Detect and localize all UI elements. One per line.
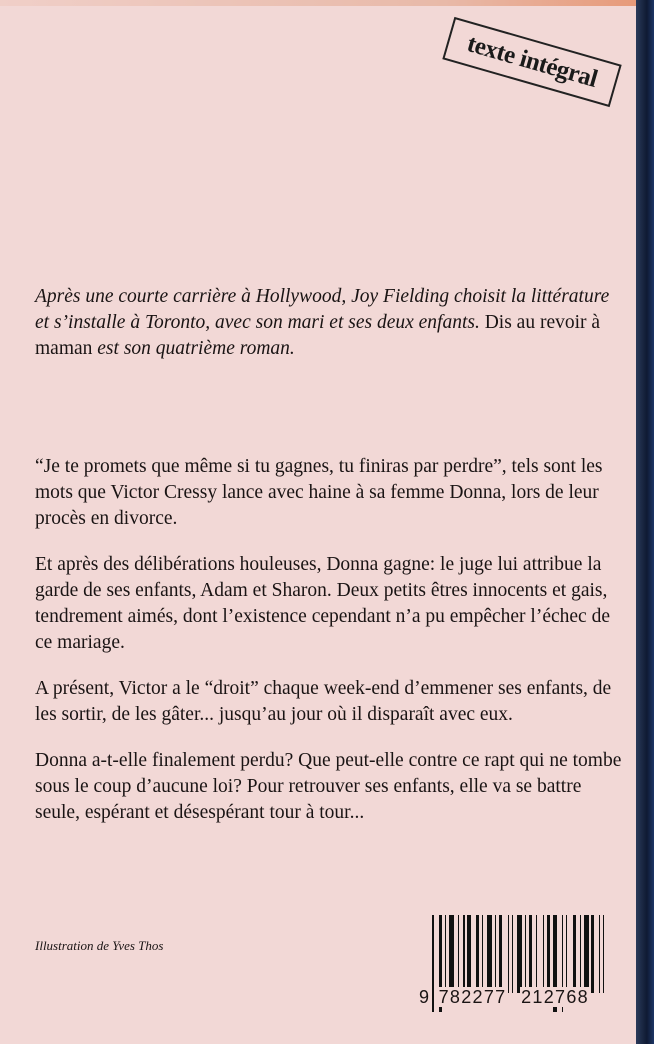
- barcode-bar: [573, 915, 576, 993]
- barcode-digits-left: 782277: [438, 987, 507, 1007]
- barcode-bar: [536, 915, 538, 993]
- barcode-bar: [529, 915, 532, 993]
- barcode-bar: [476, 915, 479, 993]
- barcode-digits-right: 212768: [521, 987, 589, 1007]
- isbn-barcode: [419, 915, 610, 1015]
- barcode-bar: [508, 915, 510, 993]
- barcode-bar: [445, 915, 447, 993]
- barcode-bar: [463, 915, 465, 993]
- bio-text: Après une courte carrière à Hollywood, Joy Fielding choisit la littérature et s’installe à Toronto, avec son mari et ses deux enfants.: [35, 286, 610, 333]
- barcode-bar: [487, 915, 492, 993]
- barcode-bar: [495, 915, 497, 993]
- barcode-bar: [512, 915, 514, 993]
- barcode-bar: [580, 915, 582, 993]
- barcode-bar: [517, 915, 522, 993]
- synopsis-paragraph: Et après des délibérations houleuses, Donna gagne: le juge lui attribue la garde de ses enfants, Adam et Sharon. Deux petits êtres innocents et gais, tendrement aimés, dont l’existence cependant n’a pu empêcher l’échec de ce mariage.: [35, 554, 610, 653]
- cover-top-edge: [0, 0, 636, 6]
- barcode-bar: [599, 915, 601, 993]
- barcode-digits: [418, 987, 590, 1008]
- barcode-bar: [591, 915, 594, 993]
- bio-text-end: est son quatrième roman.: [97, 338, 295, 359]
- barcode-bar: [458, 915, 460, 993]
- barcode-bar: [525, 915, 527, 993]
- synopsis: [35, 454, 625, 846]
- barcode-bar: [584, 915, 589, 993]
- barcode-bar: [547, 915, 550, 993]
- barcode-bar: [449, 915, 454, 993]
- barcode-bar: [467, 915, 470, 993]
- author-bio: [35, 284, 625, 382]
- barcode-bar: [603, 915, 605, 993]
- barcode-bar: [543, 915, 545, 993]
- barcode-digit-first: 9: [419, 987, 431, 1007]
- synopsis-paragraph: Donna a-t-elle finalement perdu? Que peut-elle contre ce rapt qui ne tombe sous le coup d’aucune loi? Pour retrouver ses enfants, elle va se battre seule, espérant et désespérant tour à tour...: [35, 750, 622, 823]
- barcode-bar: [482, 915, 484, 993]
- texte-integral-stamp: texte intégral: [442, 17, 621, 107]
- barcode-bar: [499, 915, 502, 993]
- synopsis-paragraph: “Je te promets que même si tu gagnes, tu finiras par perdre”, tels sont les mots que Victor Cressy lance avec haine à sa femme Donna, lors de leur procès en divorce.: [35, 456, 603, 529]
- illustration-credit: Illustration de Yves Thos: [35, 938, 164, 953]
- spine-edge: [636, 0, 654, 1044]
- barcode-bar: [566, 915, 568, 993]
- synopsis-paragraph: A présent, Victor a le “droit” chaque week-end d’emmener ses enfants, de les sortir, de les gâter... jusqu’au jour où il disparaît avec eux.: [35, 678, 612, 725]
- book-title: Dis au revoir à maman: [35, 312, 601, 359]
